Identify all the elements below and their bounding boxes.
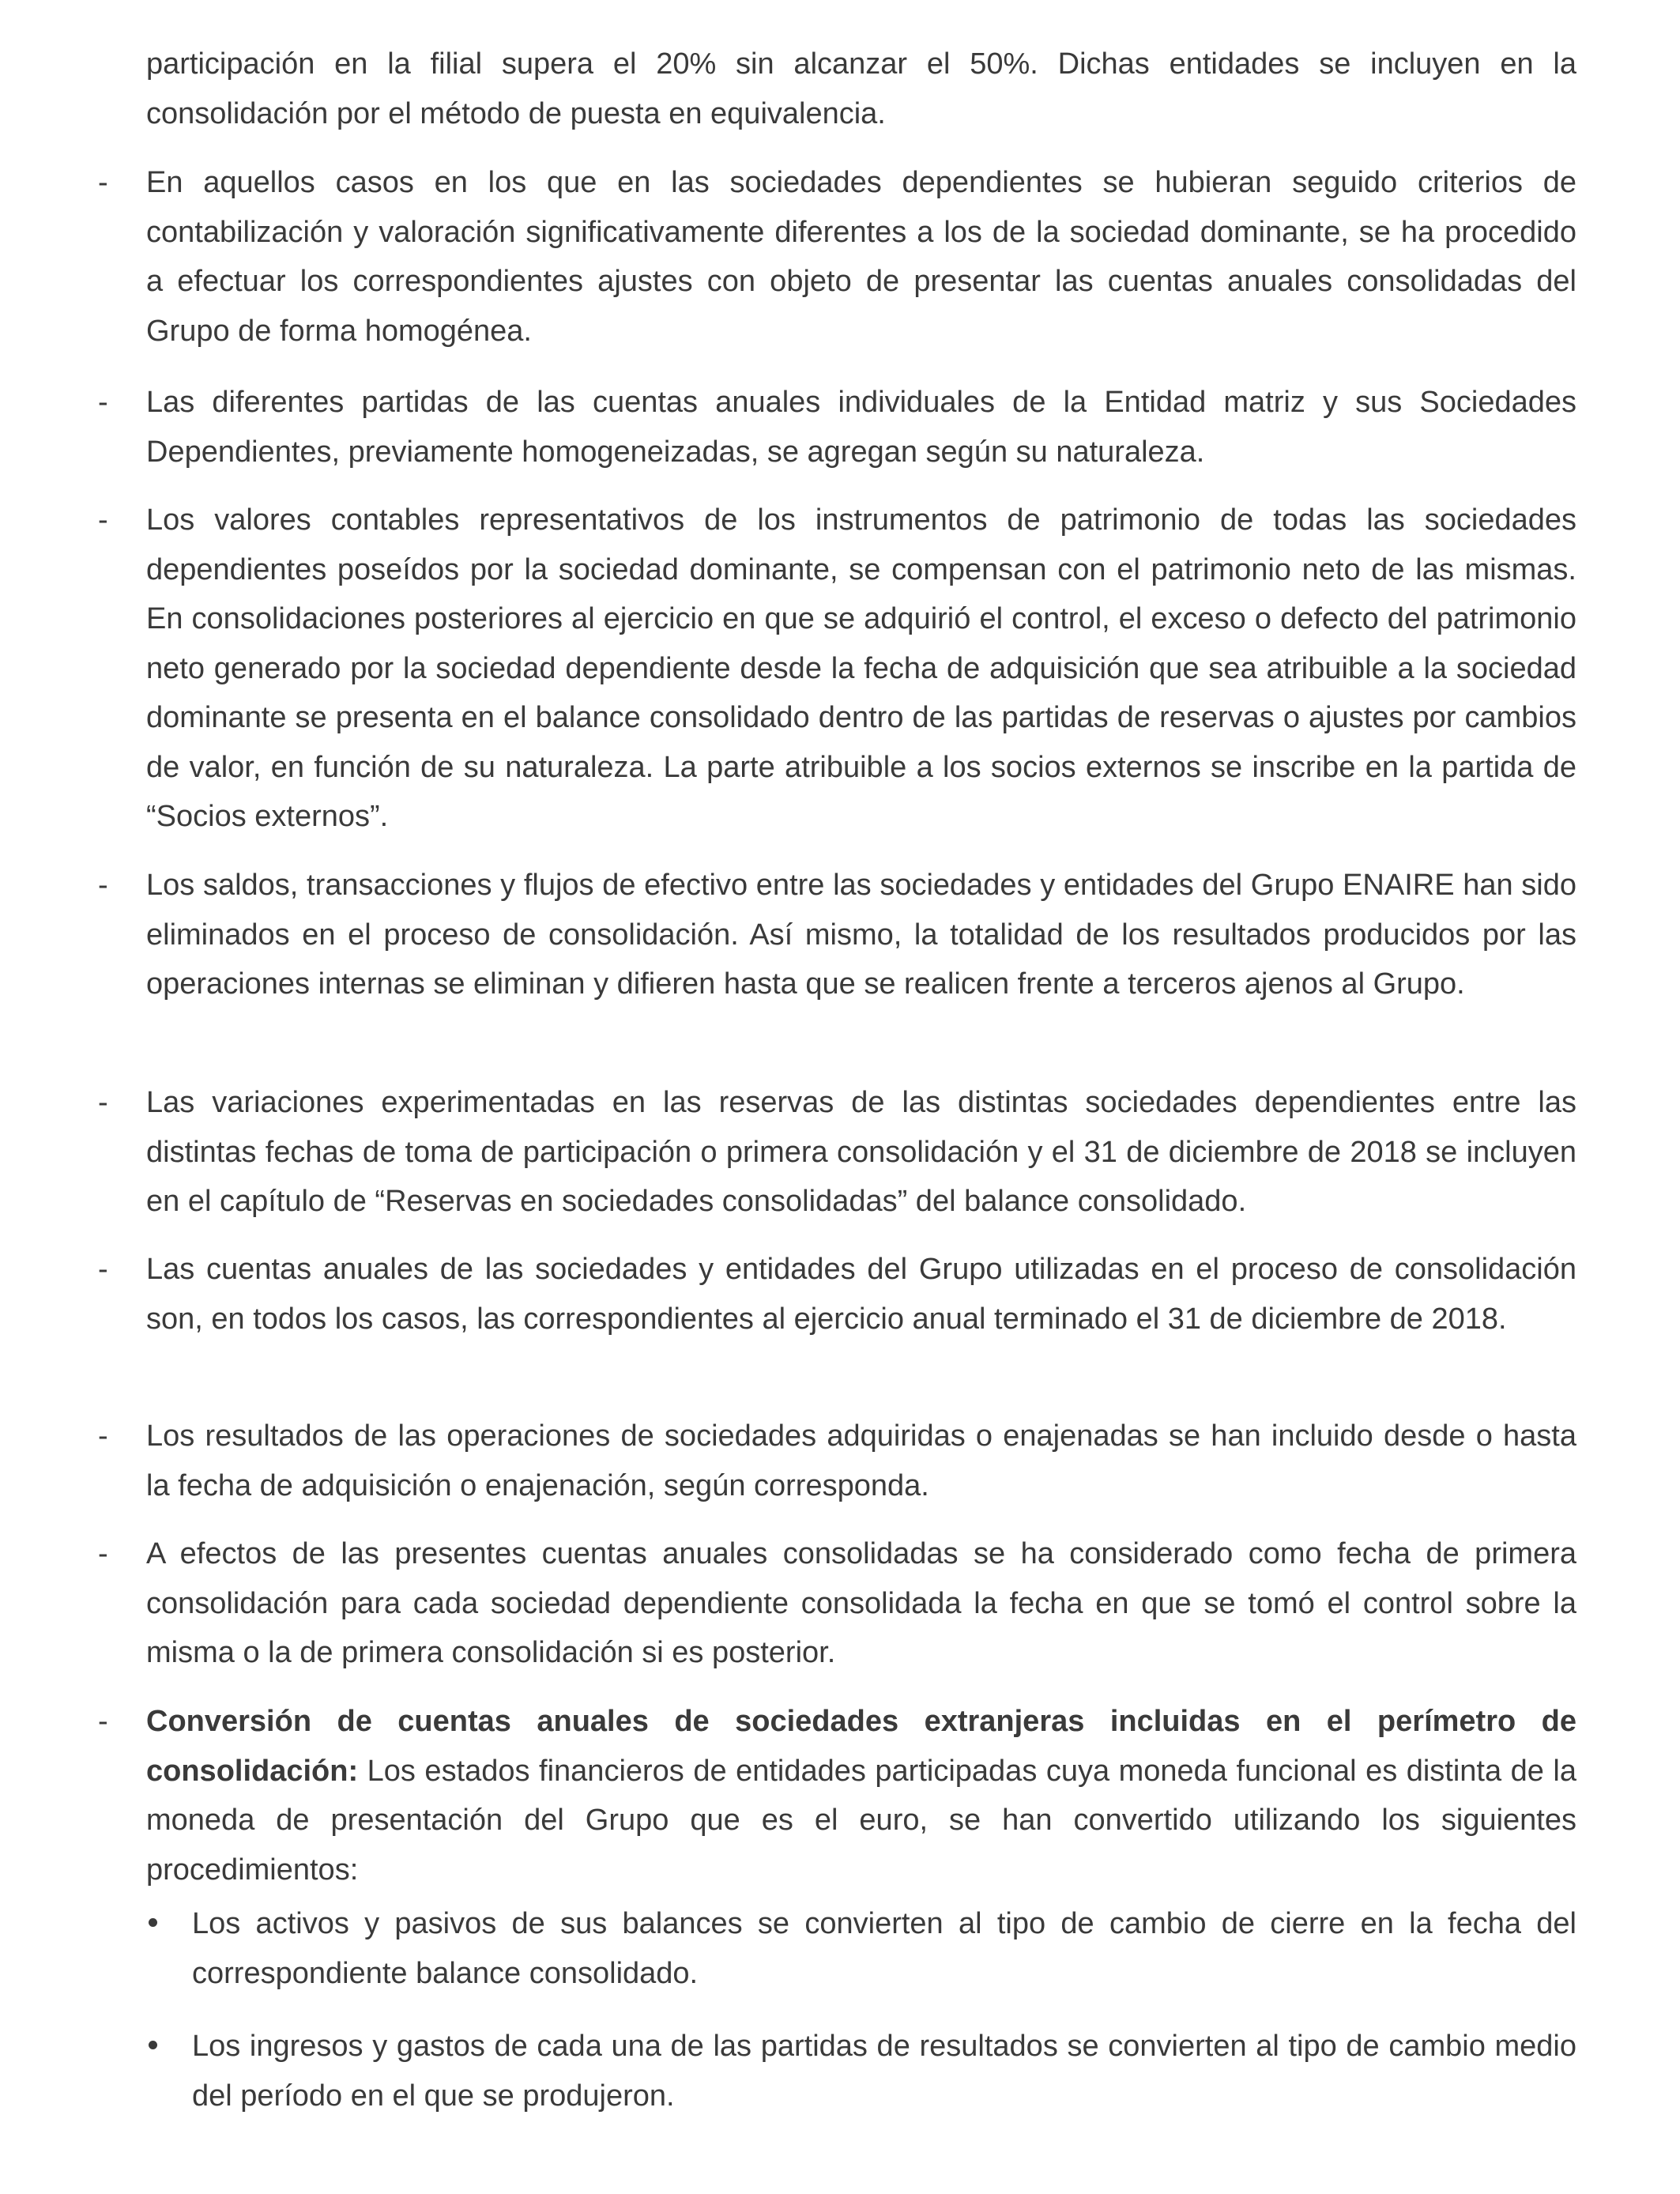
sub-list-item: Los ingresos y gastos de cada una de las partidas de resultados se convierten al tipo de cambio medio del período en el que se produjeron. bbox=[192, 2030, 1576, 2113]
section-lead: Conversión de cuentas anuales de sociedades extranjeras incluidas en el perímetro de consolidación: bbox=[146, 1705, 1576, 1788]
intro-paragraph: participación en la filial supera el 20% sin alcanzar el 50%. Dichas entidades se incluyen en la consolidación por el método de puesta en equivalencia. bbox=[146, 47, 1576, 130]
bullet-icon bbox=[149, 1918, 157, 1927]
list-item: Las variaciones experimentadas en las reservas de las distintas sociedades dependientes entre las distintas fechas de toma de participación o primera consolidación y el 31 de diciembre de 2018 se incluyen en el capítulo de “Reservas en sociedades consolidadas” del balance consolidado. bbox=[146, 1086, 1576, 1218]
section-body: Los estados financieros de entidades participadas cuya moneda funcional es distinta de la moneda de presentación del Grupo que es el euro, se han convertido utilizando los siguientes procedimientos: bbox=[146, 1754, 1576, 1887]
list-dash: - bbox=[98, 1086, 108, 1119]
list-dash: - bbox=[98, 503, 108, 537]
list-item: En aquellos casos en los que en las sociedades dependientes se hubieran seguido criterios de contabilización y valoración significativamente diferentes a los de la sociedad dominante, se ha procedido a efectuar los correspondientes ajustes con objeto de presentar las cuentas anuales consolidadas del Grupo de forma homogénea. bbox=[146, 166, 1576, 348]
list-item: Las diferentes partidas de las cuentas anuales individuales de la Entidad matriz y sus Sociedades Dependientes, previamente homogeneizadas, se agregan según su naturaleza. bbox=[146, 386, 1576, 469]
list-item: A efectos de las presentes cuentas anuales consolidadas se ha considerado como fecha de primera consolidación para cada sociedad dependiente consolidada la fecha en que se tomó el control sobre la misma o la de primera consolidación si es posterior. bbox=[146, 1537, 1576, 1669]
list-dash: - bbox=[98, 869, 108, 902]
list-item: Los saldos, transacciones y flujos de efectivo entre las sociedades y entidades del Grupo ENAIRE han sido eliminados en el proceso de consolidación. Así mismo, la totalidad de los resultados producidos por las operaciones internas se eliminan y difieren hasta que se realicen frente a terceros ajenos al Grupo. bbox=[146, 869, 1576, 1001]
list-item bbox=[146, 1697, 1576, 1894]
list-item: Las cuentas anuales de las sociedades y entidades del Grupo utilizadas en el proceso de consolidación son, en todos los casos, las correspondientes al ejercicio anual terminado el 31 de diciembre de 2018. bbox=[146, 1253, 1576, 1336]
list-dash: - bbox=[98, 166, 108, 199]
list-item: Los resultados de las operaciones de sociedades adquiridas o enajenadas se han incluido desde o hasta la fecha de adquisición o enajenación, según corresponda. bbox=[146, 1419, 1576, 1502]
list-dash: - bbox=[98, 1253, 108, 1286]
list-item: Los valores contables representativos de los instrumentos de patrimonio de todas las sociedades dependientes poseídos por la sociedad dominante, se compensan con el patrimonio neto de las mismas. En consolidaciones posteriores al ejercicio en que se adquirió el control, el exceso o defecto del patrimonio neto generado por la sociedad dependiente desde la fecha de adquisición que sea atribuible a la sociedad dominante se presenta en el balance consolidado dentro de las partidas de reservas o ajustes por cambios de valor, en función de su naturaleza. La parte atribuible a los socios externos se inscribe en la partida de “Socios externos”. bbox=[146, 503, 1576, 833]
sub-list-item: Los activos y pasivos de sus balances se convierten al tipo de cambio de cierre en la fecha del correspondiente balance consolidado. bbox=[192, 1907, 1576, 1990]
list-dash: - bbox=[98, 1537, 108, 1570]
list-dash: - bbox=[98, 386, 108, 419]
bullet-icon bbox=[149, 2041, 157, 2049]
list-dash: - bbox=[98, 1705, 108, 1738]
list-dash: - bbox=[98, 1419, 108, 1453]
